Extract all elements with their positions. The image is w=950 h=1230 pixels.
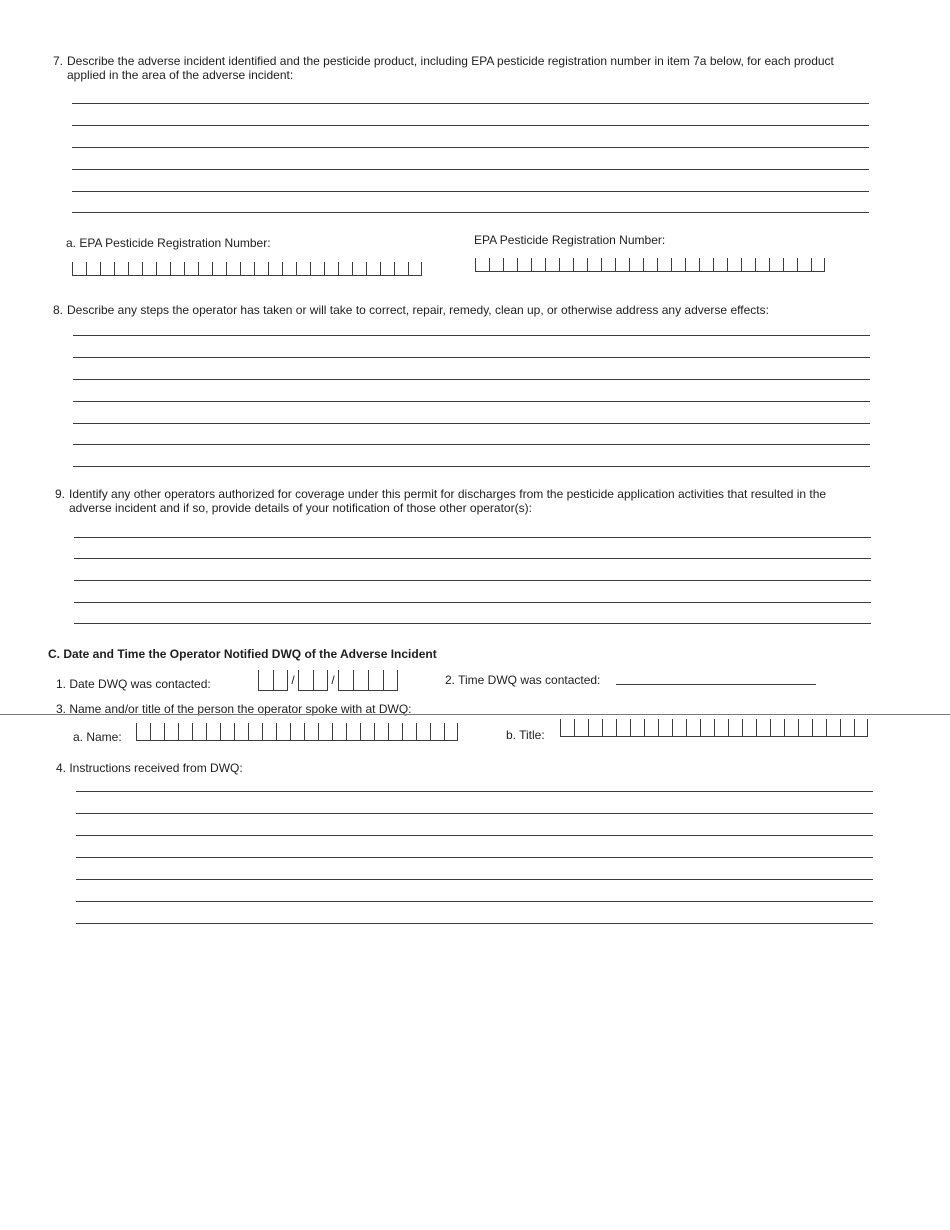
epa-reg-number-input-a[interactable] bbox=[72, 262, 422, 276]
item-8-answer-line-3[interactable] bbox=[73, 379, 870, 380]
item-7-answer-line-5[interactable] bbox=[72, 191, 869, 192]
name-input[interactable] bbox=[136, 723, 458, 741]
instructions-line-7[interactable] bbox=[76, 923, 873, 924]
epa-reg-number-label-a: a. EPA Pesticide Registration Number: bbox=[66, 236, 271, 250]
date-contacted-input[interactable] bbox=[258, 670, 398, 691]
item-9-answer-line-2[interactable] bbox=[74, 558, 871, 559]
name-label: a. Name: bbox=[73, 730, 122, 744]
date-year-boxes[interactable] bbox=[338, 670, 398, 691]
item-9-answer-line-1[interactable] bbox=[74, 537, 871, 538]
instructions-line-4[interactable] bbox=[76, 857, 873, 858]
instructions-line-3[interactable] bbox=[76, 835, 873, 836]
epa-reg-number-label-b: EPA Pesticide Registration Number: bbox=[474, 233, 666, 247]
item-8-answer-line-5[interactable] bbox=[73, 423, 870, 424]
title-input[interactable] bbox=[560, 719, 868, 737]
item-9-answer-line-3[interactable] bbox=[74, 580, 871, 581]
time-contacted-input[interactable] bbox=[616, 684, 816, 685]
item-9-number: 9. bbox=[55, 487, 66, 501]
name-title-label: 3. Name and/or title of the person the operator spoke with at DWQ: bbox=[56, 702, 412, 716]
time-contacted-label: 2. Time DWQ was contacted: bbox=[445, 673, 601, 687]
item-8-answer-line-1[interactable] bbox=[73, 335, 870, 336]
instructions-line-5[interactable] bbox=[76, 879, 873, 880]
item-8-answer-line-2[interactable] bbox=[73, 357, 870, 358]
item-8-answer-line-7[interactable] bbox=[73, 466, 870, 467]
date-month-boxes[interactable] bbox=[258, 670, 288, 691]
item-8-answer-line-6[interactable] bbox=[73, 444, 870, 445]
title-label: b. Title: bbox=[506, 728, 545, 742]
item-8-number: 8. bbox=[53, 303, 64, 317]
date-contacted-label: 1. Date DWQ was contacted: bbox=[56, 677, 211, 691]
item-7-question bbox=[53, 54, 853, 82]
epa-reg-number-input-b[interactable] bbox=[475, 258, 825, 272]
item-7-answer-line-6[interactable] bbox=[72, 212, 869, 213]
instructions-line-6[interactable] bbox=[76, 901, 873, 902]
item-7-number: 7. bbox=[53, 54, 64, 68]
item-9-answer-line-5[interactable] bbox=[74, 623, 871, 624]
date-day-boxes[interactable] bbox=[298, 670, 328, 691]
item-8-answer-line-4[interactable] bbox=[73, 401, 870, 402]
item-7-answer-line-4[interactable] bbox=[72, 169, 869, 170]
item-9-text: Identify any other operators authorized for coverage under this permit for discharges from the pesticide application activities that resulted in the adverse incident and if so, provide details of your notification of those other operator(s): bbox=[69, 487, 827, 515]
item-7-answer-line-1[interactable] bbox=[72, 103, 869, 104]
item-7-text: Describe the adverse incident identified and the pesticide product, including EPA pesticide registration number in item 7a below, for each product applied in the area of the adverse incident: bbox=[67, 54, 834, 82]
instructions-label: 4. Instructions received from DWQ: bbox=[56, 761, 243, 775]
instructions-line-2[interactable] bbox=[76, 813, 873, 814]
item-7-answer-line-2[interactable] bbox=[72, 125, 869, 126]
item-8-text: Describe any steps the operator has taken or will take to correct, repair, remedy, clean up, or otherwise address any adverse effects: bbox=[67, 303, 769, 317]
item-7-answer-line-3[interactable] bbox=[72, 147, 869, 148]
date-separator-2: / bbox=[331, 673, 335, 687]
item-8-question bbox=[53, 303, 853, 317]
item-9-answer-line-4[interactable] bbox=[74, 602, 871, 603]
date-separator-1: / bbox=[291, 673, 295, 687]
instructions-line-1[interactable] bbox=[76, 791, 873, 792]
item-9-question bbox=[55, 487, 860, 515]
scan-artifact-line bbox=[0, 714, 950, 715]
section-c-heading: C. Date and Time the Operator Notified DWQ of the Adverse Incident bbox=[48, 647, 437, 661]
